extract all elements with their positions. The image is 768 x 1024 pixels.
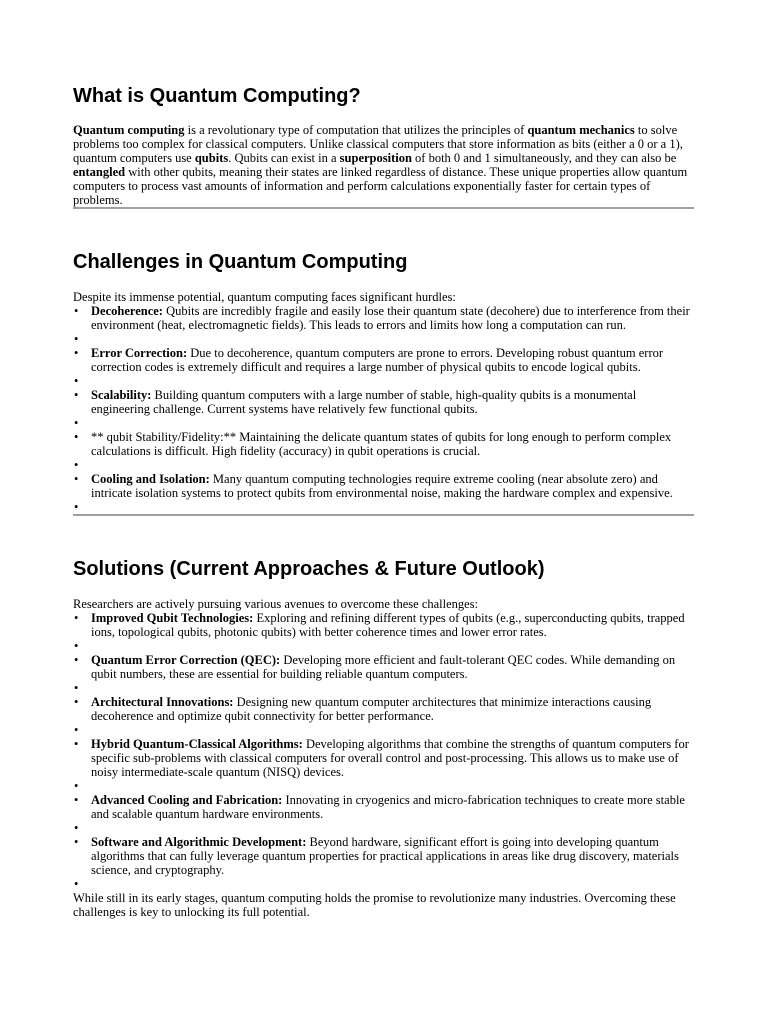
- challenges-section: [73, 250, 694, 516]
- empty-list-item: [73, 332, 694, 346]
- solutions-heading: Solutions (Current Approaches & Future Outlook): [73, 558, 545, 580]
- bullet-marker: •: [74, 639, 79, 653]
- intro-heading: What is Quantum Computing?: [73, 85, 361, 107]
- empty-list-item: [73, 821, 694, 835]
- bullet-marker: •: [74, 472, 79, 486]
- list-item: [73, 388, 694, 416]
- bullet-marker: •: [74, 374, 79, 388]
- challenges-heading: Challenges in Quantum Computing: [73, 251, 408, 273]
- item-label: Improved Qubit Technologies:: [91, 611, 254, 625]
- item-text: Innovating in cryogenics and micro-fabrication techniques to create more stable and scalable quantum hardware environments.: [91, 793, 685, 821]
- empty-list-item: [73, 639, 694, 653]
- item-label: Hybrid Quantum-Classical Algorithms:: [91, 737, 303, 751]
- bullet-marker: •: [74, 430, 79, 444]
- bullet-marker: •: [74, 737, 79, 751]
- bullet-marker: •: [74, 416, 79, 430]
- bullet-marker: •: [74, 877, 79, 891]
- bullet-marker: •: [74, 346, 79, 360]
- key-term: qubits: [194, 151, 229, 165]
- solutions-intro: Researchers are actively pursuing various avenues to overcome these challenges:: [73, 597, 479, 611]
- empty-list-item: [73, 500, 694, 514]
- list-item: [73, 835, 694, 877]
- bullet-marker: •: [74, 458, 79, 472]
- item-label: Advanced Cooling and Fabrication:: [91, 793, 283, 807]
- section-divider: [73, 514, 694, 516]
- bullet-marker: •: [74, 723, 79, 737]
- list-item: [73, 304, 694, 332]
- item-text: Designing new quantum computer architectures that minimize interactions causing decoherence and optimize qubit connectivity for better performance.: [91, 695, 652, 723]
- bullet-marker: •: [74, 388, 79, 402]
- bullet-marker: •: [74, 835, 79, 849]
- text-run: of both 0 and 1 simultaneously, and they can also be: [411, 151, 677, 165]
- challenges-list: [73, 304, 694, 514]
- list-item: [73, 695, 694, 723]
- empty-list-item: [73, 681, 694, 695]
- bullet-marker: •: [74, 332, 79, 346]
- bullet-marker: •: [74, 821, 79, 835]
- empty-list-item: [73, 374, 694, 388]
- bullet-marker: •: [74, 681, 79, 695]
- item-label: Cooling and Isolation:: [91, 472, 210, 486]
- item-label: Decoherence:: [91, 304, 163, 318]
- item-label: Error Correction:: [91, 346, 188, 360]
- list-item: [73, 430, 694, 458]
- intro-section: [73, 84, 694, 209]
- text-run: to solve problems too complex for classical computers. Unlike classical computers that store information as bits (either a 0 or a 1), quantum computers use: [73, 123, 683, 165]
- empty-list-item: [73, 458, 694, 472]
- key-term: quantum mechanics: [527, 123, 635, 137]
- item-text: Developing more efficient and fault-tolerant QEC codes. While demanding on qubit numbers, these are essential for building reliable quantum computers.: [91, 653, 676, 681]
- empty-list-item: [73, 877, 694, 891]
- item-text: ** qubit Stability/Fidelity:** Maintaining the delicate quantum states of qubits for long enough to perform complex calculations is difficult. High fidelity (accuracy) in qubit operations is crucial.: [91, 430, 672, 458]
- key-term: entangled: [73, 165, 126, 179]
- closing-paragraph: While still in its early stages, quantum computing holds the promise to revolutionize many industries. Overcoming these challenges is key to unlocking its full potential.: [73, 891, 676, 919]
- list-item: [73, 737, 694, 779]
- item-text: Developing algorithms that combine the strengths of quantum computers for specific sub-problems with classical computers for overall control and post-processing. This allows us to make use of noisy intermediate-scale quantum (NISQ) devices.: [91, 737, 689, 779]
- solutions-list: [73, 611, 694, 891]
- item-text: Many quantum computing technologies require extreme cooling (near absolute zero) and intricate isolation systems to protect qubits from environmental noise, making the hardware complex and expensive.: [91, 472, 673, 500]
- item-label: Scalability:: [91, 388, 152, 402]
- item-text: Beyond hardware, significant effort is going into developing quantum algorithms that can fully leverage quantum properties for practical applications in areas like drug discovery, materials science, and cryptography.: [91, 835, 679, 877]
- item-text: Building quantum computers with a large number of stable, high-quality qubits is a monumental engineering challenge. Current systems have relatively few functional qubits.: [91, 388, 637, 416]
- intro-paragraph: [73, 123, 694, 207]
- bullet-marker: •: [74, 653, 79, 667]
- section-divider: [73, 207, 694, 209]
- item-label: Architectural Innovations:: [91, 695, 234, 709]
- solutions-section: [73, 557, 694, 919]
- bullet-marker: •: [74, 695, 79, 709]
- item-label: Quantum Error Correction (QEC):: [91, 653, 281, 667]
- list-item: [73, 611, 694, 639]
- list-item: [73, 793, 694, 821]
- empty-list-item: [73, 723, 694, 737]
- empty-list-item: [73, 416, 694, 430]
- text-run: with other qubits, meaning their states are linked regardless of distance. These unique properties allow quantum computers to process vast amounts of information and perform calculations exponentially faster for certain types of problems.: [73, 165, 688, 207]
- list-item: [73, 653, 694, 681]
- text-run: is a revolutionary type of computation that utilizes the principles of: [184, 123, 528, 137]
- key-term: Quantum computing: [73, 123, 185, 137]
- item-label: Software and Algorithmic Development:: [91, 835, 307, 849]
- item-text: Qubits are incredibly fragile and easily lose their quantum state (decohere) due to interference from their environment (heat, electromagnetic fields). This leads to errors and limits how long a computation can run.: [91, 304, 690, 332]
- text-run: . Qubits can exist in a: [228, 151, 340, 165]
- list-item: [73, 472, 694, 500]
- list-item: [73, 346, 694, 374]
- bullet-marker: •: [74, 779, 79, 793]
- bullet-marker: •: [74, 304, 79, 318]
- key-term: superposition: [339, 151, 412, 165]
- bullet-marker: •: [74, 500, 79, 514]
- bullet-marker: •: [74, 793, 79, 807]
- item-text: Due to decoherence, quantum computers are prone to errors. Developing robust quantum error correction codes is extremely difficult and requires a large number of physical qubits to encode logical qubits.: [91, 346, 664, 374]
- challenges-intro: Despite its immense potential, quantum computing faces significant hurdles:: [73, 290, 456, 304]
- bullet-marker: •: [74, 611, 79, 625]
- item-text: Exploring and refining different types of qubits (e.g., superconducting qubits, trapped ions, topological qubits, photonic qubits) with better coherence times and lower error rates.: [91, 611, 685, 639]
- empty-list-item: [73, 779, 694, 793]
